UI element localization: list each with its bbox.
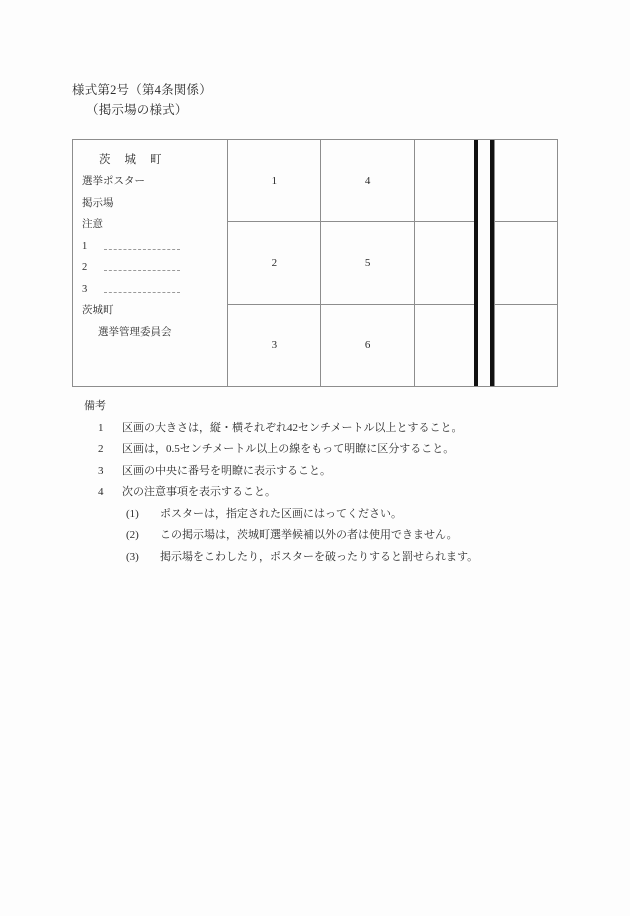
remark-sub-item bbox=[72, 547, 478, 569]
issuer-town: 茨城町 bbox=[82, 305, 114, 316]
board-cell bbox=[415, 140, 474, 221]
board-cell bbox=[415, 304, 474, 386]
remark-item bbox=[72, 418, 478, 440]
board-cell: 5 bbox=[321, 221, 413, 303]
issuer-committee: 選挙管理委員会 bbox=[98, 326, 172, 338]
poster-board-table bbox=[72, 139, 558, 387]
board-cell bbox=[495, 221, 557, 303]
remark-sub-text: 掲示場をこわしたり，ポスターを破ったりすると罰せられます。 bbox=[160, 550, 479, 563]
remark-item bbox=[72, 482, 478, 504]
remark-number: 3 bbox=[98, 464, 104, 477]
board-caution-label: 注意 bbox=[82, 219, 103, 230]
board-column-c bbox=[414, 139, 474, 387]
remark-item bbox=[72, 439, 478, 461]
caution-number-1: 1 bbox=[82, 240, 88, 252]
board-column-d bbox=[494, 139, 558, 387]
remark-sub-item bbox=[72, 525, 478, 547]
board-cell bbox=[495, 304, 557, 386]
caution-line-3 bbox=[82, 279, 227, 301]
board-info-column bbox=[72, 139, 227, 387]
board-cell: 1 bbox=[271, 174, 278, 187]
board-cell bbox=[415, 221, 474, 303]
dashed-rule-icon bbox=[104, 292, 180, 293]
form-subtitle: （掲示場の様式） bbox=[86, 103, 188, 117]
board-site-label: 掲示場 bbox=[82, 197, 114, 209]
remark-text: 区画は，0.5センチメートル以上の線をもって明瞭に区分すること。 bbox=[122, 443, 455, 455]
remark-item bbox=[72, 461, 478, 483]
remark-sub-number: (2) bbox=[126, 529, 139, 541]
board-column-b bbox=[320, 139, 413, 387]
remarks-title: 備考 bbox=[84, 400, 106, 412]
dashed-rule-icon bbox=[104, 270, 180, 271]
remark-text: 区画の大きさは，縦・横それぞれ42センチメートル以上とすること。 bbox=[122, 421, 463, 434]
caution-line-1 bbox=[82, 236, 227, 258]
remark-sub-number: (3) bbox=[126, 550, 139, 563]
remark-sub-item bbox=[72, 504, 478, 526]
form-number: 様式第2号（第4条関係） bbox=[72, 83, 212, 97]
dashed-rule-icon bbox=[104, 249, 180, 250]
caution-number-3: 3 bbox=[82, 283, 88, 295]
board-cell: 4 bbox=[364, 174, 371, 187]
board-column-a bbox=[227, 139, 320, 387]
remark-sub-text: ポスターは，指定された区画にはってください。 bbox=[160, 507, 402, 520]
remark-sub-text: この掲示場は，茨城町選挙候補以外の者は使用できません。 bbox=[160, 529, 458, 541]
board-town-title: 茨城町 bbox=[99, 154, 176, 166]
board-break-divider bbox=[474, 139, 495, 387]
board-cell: 2 bbox=[228, 221, 320, 303]
board-cell bbox=[495, 140, 557, 221]
remark-number: 2 bbox=[98, 443, 104, 455]
remarks-section bbox=[72, 396, 478, 568]
caution-number-2: 2 bbox=[82, 262, 88, 273]
remark-sub-number: (1) bbox=[126, 507, 139, 520]
board-cell: 3 bbox=[228, 304, 320, 386]
remark-text: 次の注意事項を表示すること。 bbox=[122, 486, 276, 498]
caution-line-2 bbox=[82, 257, 227, 279]
remark-text: 区画の中央に番号を明瞭に表示すること。 bbox=[122, 464, 331, 477]
remark-number: 1 bbox=[98, 421, 104, 434]
divider-gap bbox=[478, 140, 491, 386]
board-cell: 6 bbox=[321, 304, 413, 386]
remark-number: 4 bbox=[98, 486, 104, 498]
document-header bbox=[72, 80, 212, 120]
board-poster-label: 選挙ポスター bbox=[82, 176, 145, 187]
